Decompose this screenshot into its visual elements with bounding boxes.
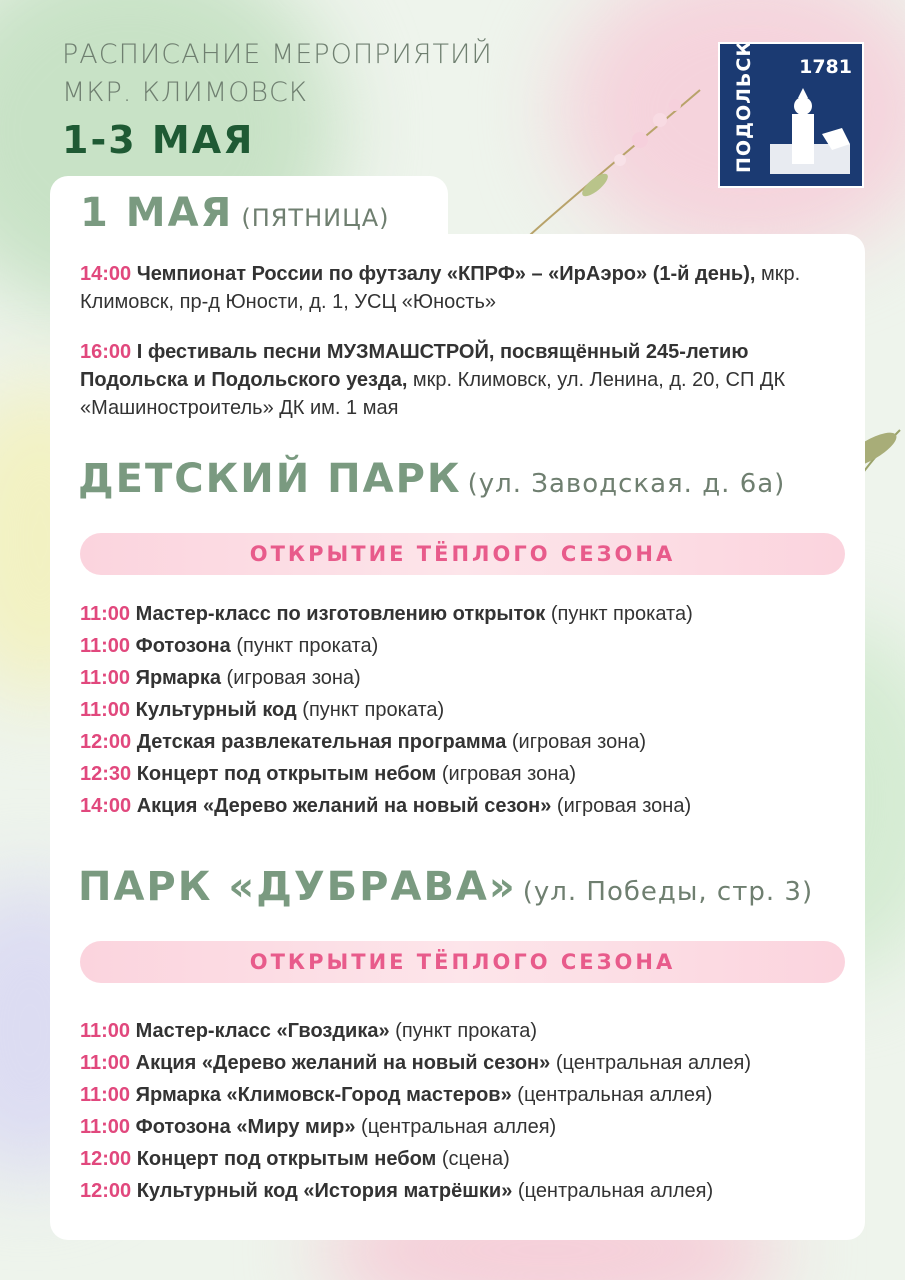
park-name: ПАРК «ДУБРАВА» (78, 864, 517, 910)
page-header (62, 36, 493, 162)
event-place: мкр. Климовск, ул. Ленина, д. 20, СП ДК «Машиностроитель» ДК им. 1 мая (80, 369, 786, 419)
day-weekday: (ПЯТНИЦА) (241, 204, 390, 232)
event-title: I фестиваль песни МУЗМАШСТРОЙ, посвящённый 245-летию Подольска и Подольского уезда, (80, 341, 749, 391)
event-place: мкр. Климовск, пр-д Юности, д. 1, УСЦ «Юность» (80, 263, 801, 313)
list-item: 12:00 Детская развлекательная программа (игровая зона) (80, 731, 647, 753)
park-address: (ул. Заводская. д. 6а) (467, 469, 786, 499)
flower-branch-decoration (520, 60, 720, 240)
list-item: 12:30 Концерт под открытым небом (игровая зона) (80, 763, 577, 785)
event-item (80, 260, 840, 316)
list-item: 11:00 Мастер-класс «Гвоздика» (пункт проката) (80, 1020, 538, 1042)
header-title-line2: МКР. КЛИМОВСК (62, 77, 309, 108)
event-time: 16:00 (80, 341, 132, 363)
event-item (80, 338, 840, 422)
list-item: 11:00 Фотозона «Миру мир» (центральная аллея) (80, 1116, 557, 1138)
list-item: 11:00 Фотозона (пункт проката) (80, 635, 379, 657)
park-heading (78, 864, 813, 910)
list-item: 12:00 Культурный код «История матрёшки» (центральная аллея) (80, 1180, 714, 1202)
list-item: 11:00 Акция «Дерево желаний на новый сезон» (центральная аллея) (80, 1052, 752, 1074)
logo-city: ПОДОЛЬСК (733, 40, 755, 173)
list-item: 11:00 Ярмарка (игровая зона) (80, 667, 361, 689)
list-item: 12:00 Концерт под открытым небом (сцена) (80, 1148, 510, 1170)
day-title: 1 МАЯ (80, 190, 234, 236)
event-time: 14:00 (80, 263, 132, 285)
church-icon (762, 84, 858, 184)
park-address: (ул. Победы, стр. 3) (522, 877, 814, 907)
header-dates: 1-3 МАЯ (62, 118, 255, 162)
logo-year: 1781 (799, 56, 852, 78)
podolsk-logo (718, 42, 864, 188)
park-name: ДЕТСКИЙ ПАРК (78, 456, 462, 502)
list-item: 14:00 Акция «Дерево желаний на новый сезон» (игровая зона) (80, 795, 692, 817)
park-heading (78, 456, 785, 502)
event-title: Чемпионат России по футзалу «КПРФ» – «ИрАэро» (1-й день), (136, 263, 756, 285)
list-item: 11:00 Культурный код (пункт проката) (80, 699, 445, 721)
list-item: 11:00 Ярмарка «Климовск-Город мастеров» (центральная аллея) (80, 1084, 713, 1106)
season-banner: ОТКРЫТИЕ ТЁПЛОГО СЕЗОНА (80, 941, 845, 983)
park-schedule-list (80, 1015, 751, 1207)
list-item: 11:00 Мастер-класс по изготовлению открыток (пункт проката) (80, 603, 693, 625)
header-title-line1: РАСПИСАНИЕ МЕРОПРИЯТИЙ (62, 39, 493, 70)
day-heading (80, 190, 390, 236)
park-schedule-list (80, 598, 693, 822)
season-banner: ОТКРЫТИЕ ТЁПЛОГО СЕЗОНА (80, 533, 845, 575)
